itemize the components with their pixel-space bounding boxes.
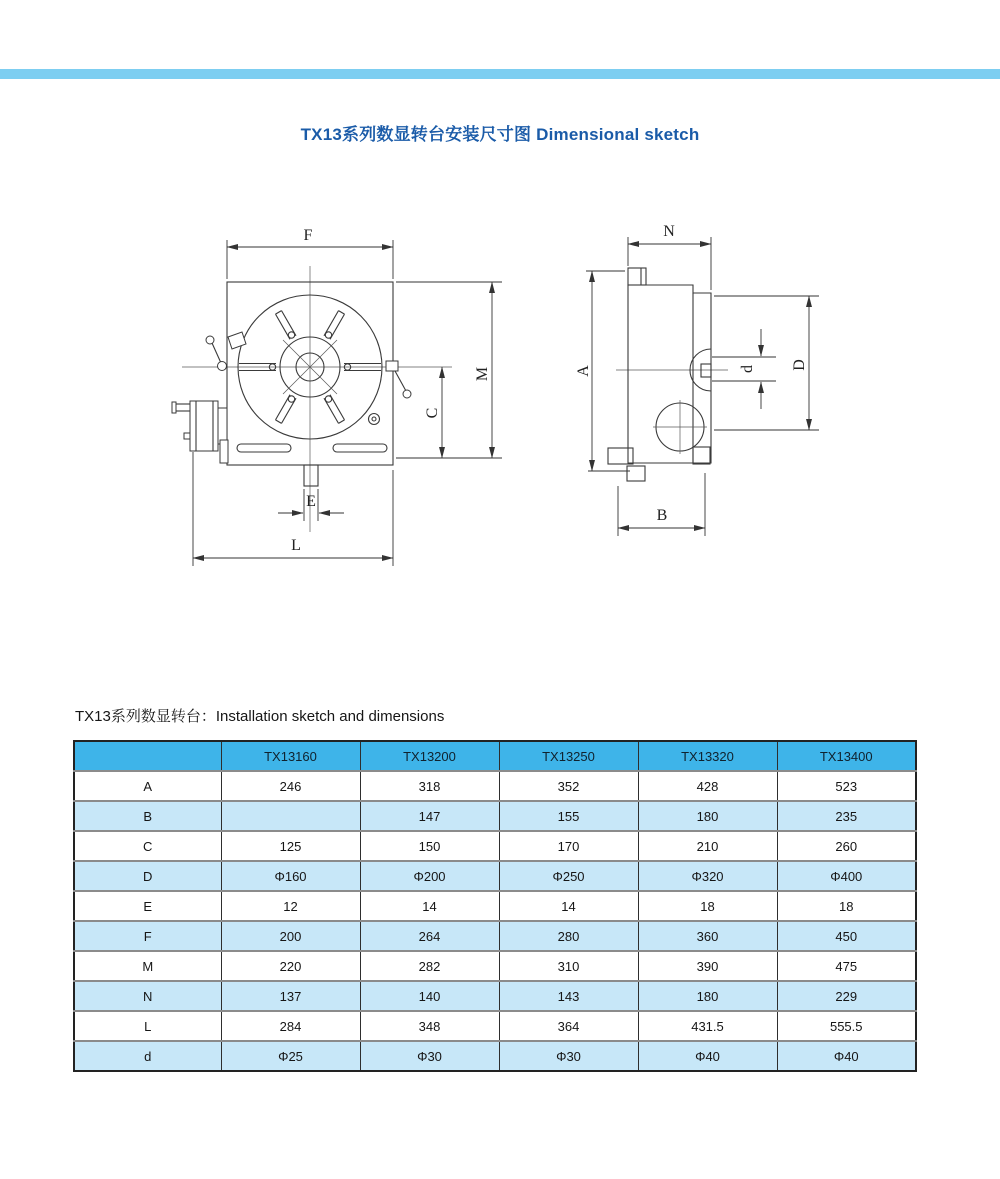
table-row — [74, 921, 916, 951]
table-header-row — [74, 741, 916, 771]
row-label: L — [74, 1011, 221, 1041]
cell: 137 — [221, 981, 360, 1011]
cell: 523 — [777, 771, 916, 801]
cell: 140 — [360, 981, 499, 1011]
row-label: E — [74, 891, 221, 921]
table-row — [74, 831, 916, 861]
row-label: M — [74, 951, 221, 981]
table-row — [74, 801, 916, 831]
cell: 364 — [499, 1011, 638, 1041]
dim-label-D: D — [791, 359, 808, 371]
dim-label-A: A — [575, 365, 592, 377]
cell: 318 — [360, 771, 499, 801]
cell: 348 — [360, 1011, 499, 1041]
table-row — [74, 771, 916, 801]
table-row — [74, 891, 916, 921]
row-label: N — [74, 981, 221, 1011]
page-title: TX13系列数显转台安装尺寸图 Dimensional sketch — [300, 125, 700, 144]
cell: 280 — [499, 921, 638, 951]
table-row — [74, 951, 916, 981]
dim-label-d: d — [739, 365, 756, 373]
cell: 260 — [777, 831, 916, 861]
dim-label-B: B — [656, 507, 668, 524]
cell: 360 — [638, 921, 777, 951]
cell: Φ320 — [638, 861, 777, 891]
table-row — [74, 981, 916, 1011]
cell: Φ30 — [499, 1041, 638, 1071]
cell: 555.5 — [777, 1011, 916, 1041]
cell: Φ40 — [638, 1041, 777, 1071]
row-label: B — [74, 801, 221, 831]
cell: 475 — [777, 951, 916, 981]
header-cell: TX13160 — [221, 741, 360, 771]
table-caption: TX13系列数显转台：Installation sketch and dimensions — [75, 708, 445, 725]
dim-d — [712, 329, 776, 409]
cell: 12 — [221, 891, 360, 921]
row-label: C — [74, 831, 221, 861]
table-row — [74, 861, 916, 891]
cell: 235 — [777, 801, 916, 831]
cell: 246 — [221, 771, 360, 801]
cell: 428 — [638, 771, 777, 801]
cell: 14 — [360, 891, 499, 921]
side-view — [575, 223, 819, 536]
row-label: D — [74, 861, 221, 891]
cell: Φ40 — [777, 1041, 916, 1071]
dim-label-L: L — [291, 537, 301, 554]
dim-label-M: M — [474, 366, 491, 382]
dim-L — [193, 452, 393, 566]
cell: 210 — [638, 831, 777, 861]
cell: Φ250 — [499, 861, 638, 891]
dim-label-C: C — [424, 407, 441, 419]
header-cell: TX13250 — [499, 741, 638, 771]
cell: 155 — [499, 801, 638, 831]
dim-label-N: N — [663, 223, 675, 240]
handwheel-gearbox — [172, 401, 228, 463]
table-row — [74, 1041, 916, 1071]
cell: 352 — [499, 771, 638, 801]
cell: 14 — [499, 891, 638, 921]
cell: 143 — [499, 981, 638, 1011]
cell: 170 — [499, 831, 638, 861]
dim-A — [575, 271, 630, 471]
header-cell: TX13320 — [638, 741, 777, 771]
cell: 125 — [221, 831, 360, 861]
cell: Φ30 — [360, 1041, 499, 1071]
dim-B — [618, 473, 705, 536]
header-cell — [74, 741, 221, 771]
cell: Φ25 — [221, 1041, 360, 1071]
cell: 220 — [221, 951, 360, 981]
header-cell: TX13400 — [777, 741, 916, 771]
cell: 180 — [638, 981, 777, 1011]
cell: 390 — [638, 951, 777, 981]
dim-label-E: E — [306, 493, 316, 510]
dim-C — [424, 367, 442, 458]
front-view — [172, 227, 502, 566]
row-label: F — [74, 921, 221, 951]
dim-D — [714, 296, 819, 430]
cell: 264 — [360, 921, 499, 951]
cell: 282 — [360, 951, 499, 981]
cell: 18 — [777, 891, 916, 921]
cell: 200 — [221, 921, 360, 951]
cell: Φ200 — [360, 861, 499, 891]
cell: 147 — [360, 801, 499, 831]
dim-label-F: F — [303, 227, 313, 244]
row-label: A — [74, 771, 221, 801]
cell: 180 — [638, 801, 777, 831]
row-label: d — [74, 1041, 221, 1071]
cell: 284 — [221, 1011, 360, 1041]
cell — [221, 801, 360, 831]
cell: 150 — [360, 831, 499, 861]
cell: 450 — [777, 921, 916, 951]
dim-M — [396, 282, 502, 458]
dim-E — [278, 489, 344, 521]
cell: Φ160 — [221, 861, 360, 891]
clamp-lever-right — [386, 361, 411, 398]
cell: 310 — [499, 951, 638, 981]
table-row — [74, 1011, 916, 1041]
cell: 229 — [777, 981, 916, 1011]
cell: 431.5 — [638, 1011, 777, 1041]
header-cell: TX13200 — [360, 741, 499, 771]
dimensions-table — [73, 740, 917, 1072]
cell: 18 — [638, 891, 777, 921]
cell: Φ400 — [777, 861, 916, 891]
